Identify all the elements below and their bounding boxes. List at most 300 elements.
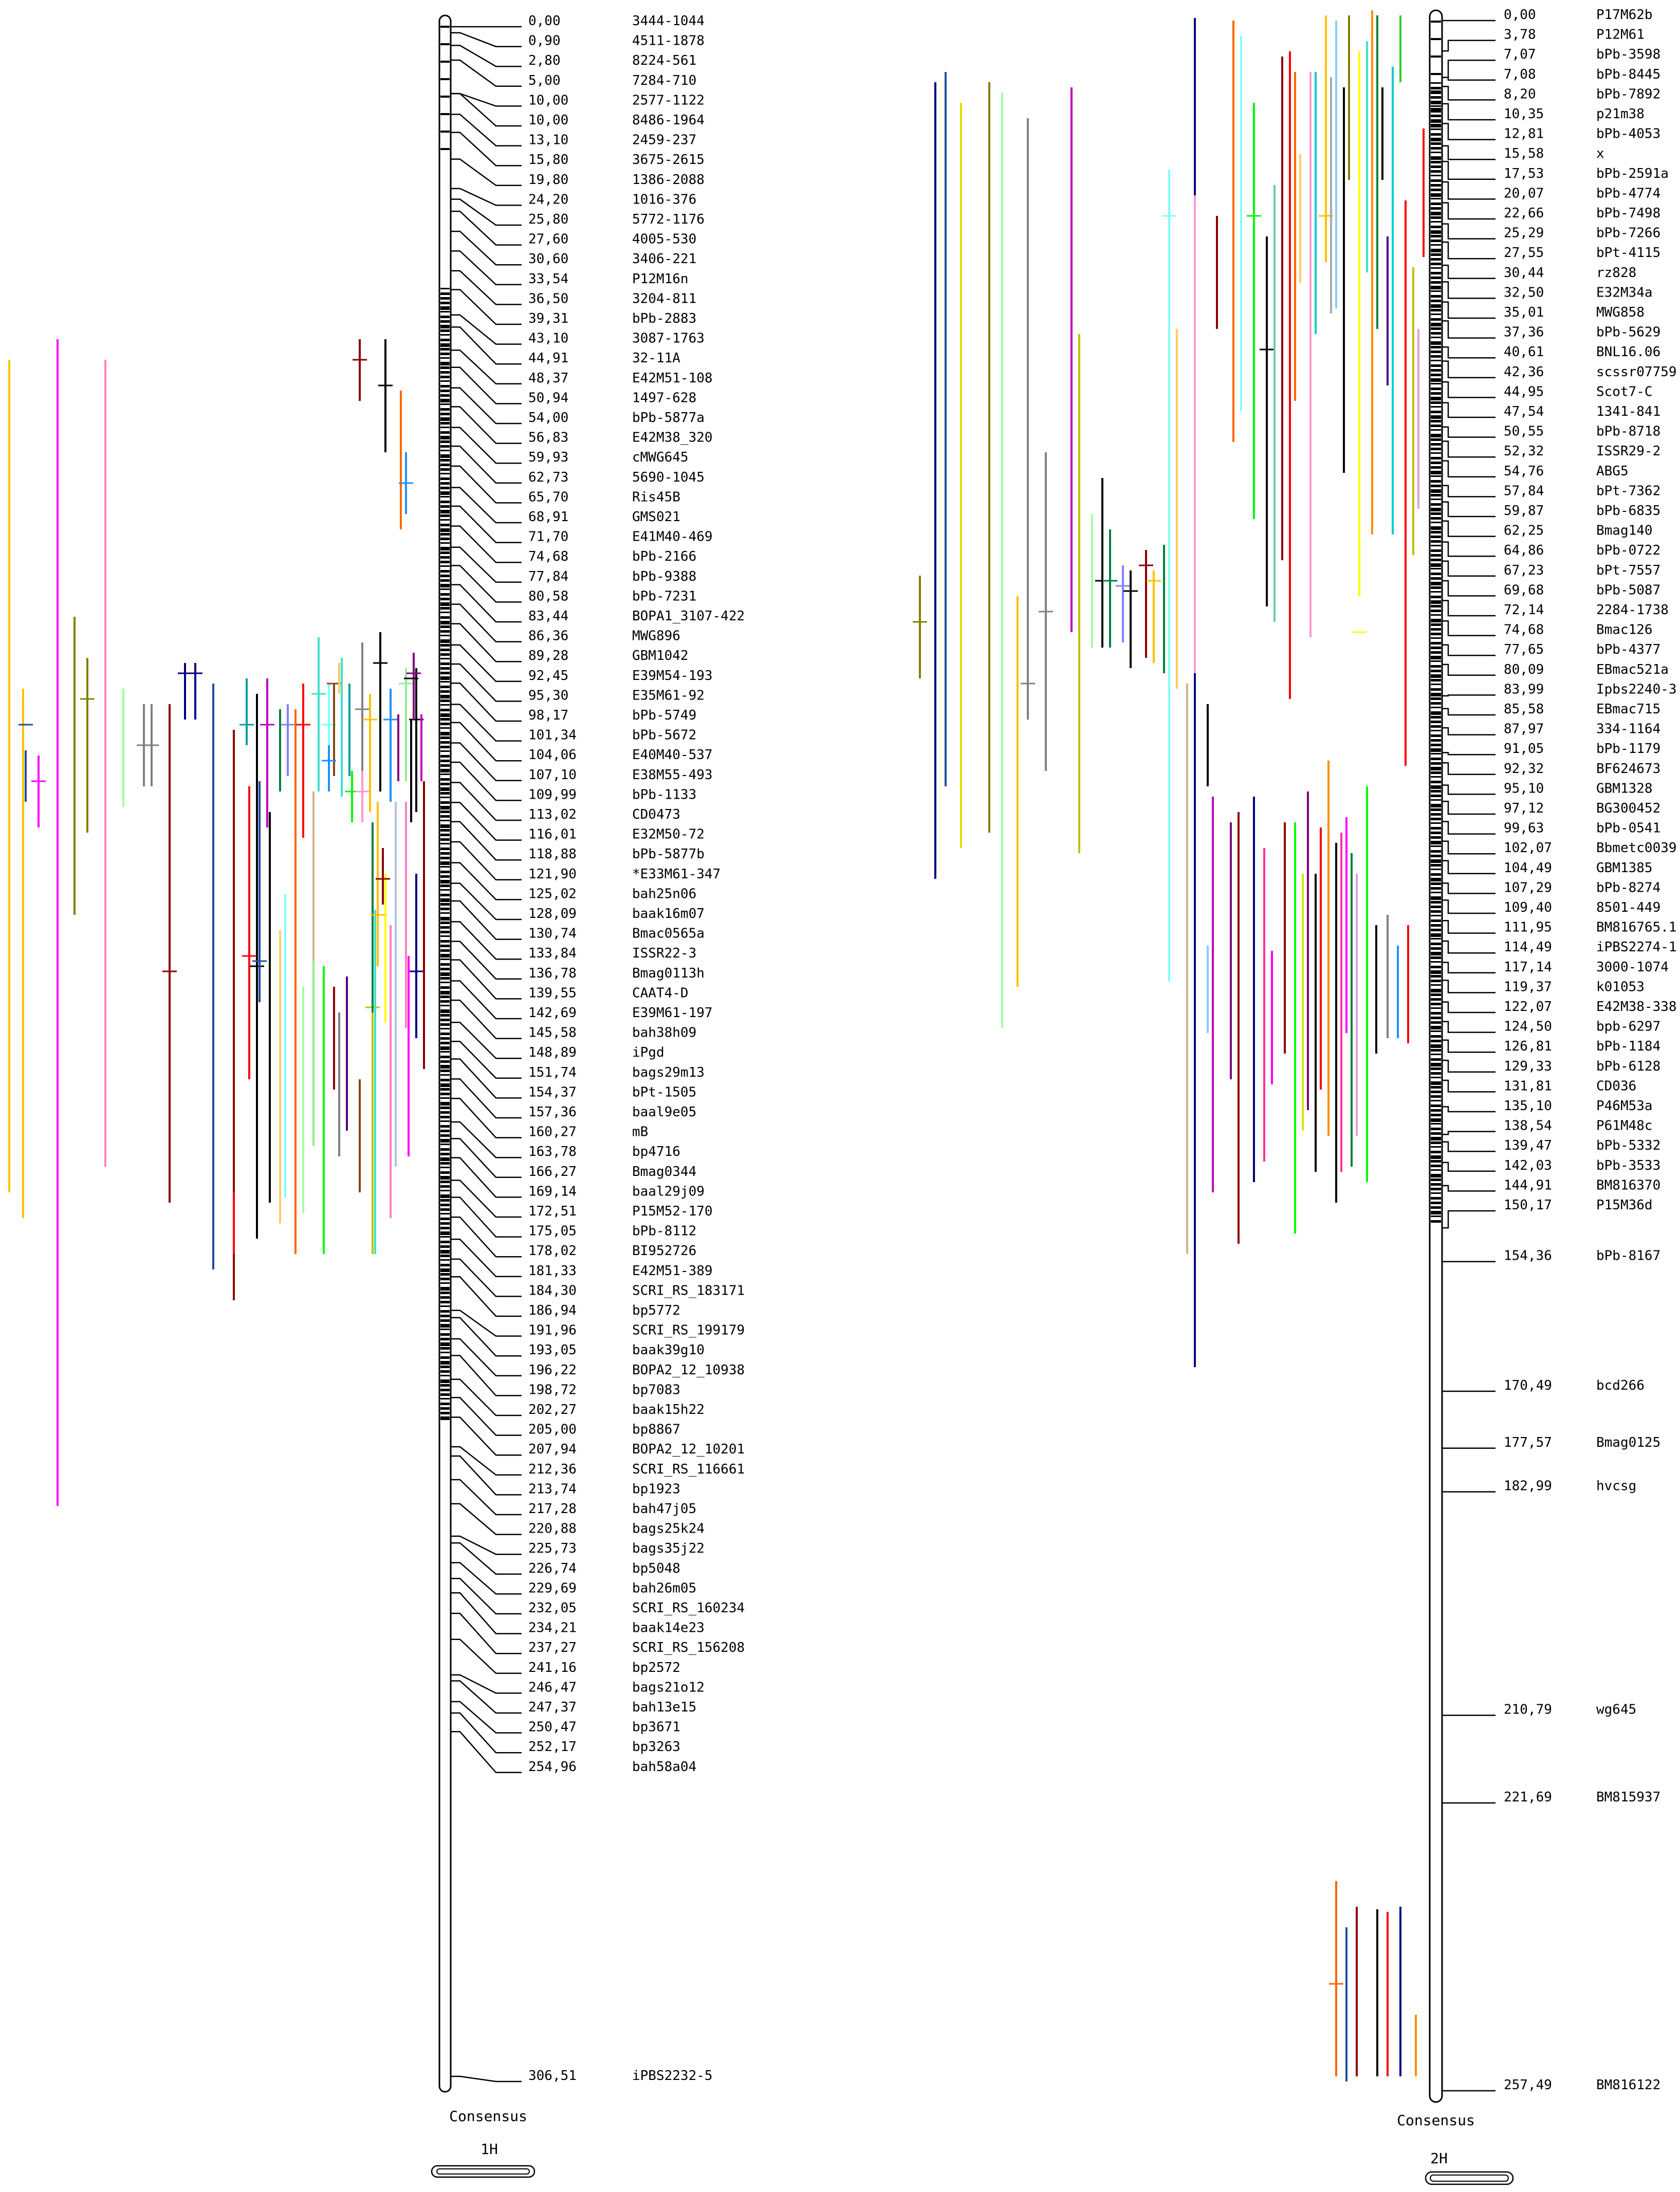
chromosome-label-2h: 2H: [1430, 2150, 1448, 2167]
chromosome-band: [440, 857, 450, 859]
chromosome-band: [1431, 688, 1441, 691]
chromosome-band: [1431, 226, 1441, 228]
marker-position: 91,05: [1504, 741, 1544, 757]
chromosome-band: [1431, 744, 1441, 746]
marker-position: 163,78: [528, 1144, 577, 1160]
chromosome-band: [1431, 82, 1441, 84]
marker-connector: [451, 624, 522, 662]
chromosome-band: [1431, 360, 1441, 361]
chromosome-band: [440, 1097, 450, 1099]
chromosome-band: [440, 514, 450, 517]
chromosome-band: [440, 797, 450, 798]
marker-position: 166,27: [528, 1164, 577, 1180]
chromosome-band: [1431, 549, 1441, 552]
marker-name: E39M54-193: [632, 668, 713, 684]
chromosome-band: [440, 1319, 450, 1322]
chromosome-band: [1431, 1049, 1441, 1052]
chromosome-band: [1431, 1174, 1441, 1177]
chromosome-band: [440, 769, 450, 772]
marker-name: bp5772: [632, 1303, 680, 1318]
chromosome-1h-markers: [451, 13, 745, 2084]
marker-name: bPb-8445: [1596, 66, 1661, 82]
chromosome-band: [1431, 392, 1441, 395]
marker-name: E41M40-469: [632, 529, 713, 545]
chromosome-band: [1431, 975, 1441, 978]
marker-position: 252,17: [528, 1739, 577, 1755]
marker-connector: [1442, 224, 1496, 239]
marker-connector: [1442, 1211, 1496, 1228]
marker-connector: [1442, 502, 1496, 517]
chromosome-band: [1431, 434, 1441, 437]
chromosome-band: [1431, 887, 1441, 890]
marker-position: 118,88: [528, 846, 577, 862]
chromosome-band: [440, 570, 450, 573]
chromosome-band: [440, 454, 450, 458]
marker-connector: [451, 1702, 522, 1733]
chromosome-band: [1431, 346, 1441, 348]
chromosome-band: [440, 1366, 450, 1368]
chromosome-1h-scroll-thumb[interactable]: [437, 2169, 529, 2174]
marker-connector: [451, 664, 522, 701]
marker-position: 220,88: [528, 1521, 577, 1537]
chromosome-band: [1431, 415, 1441, 419]
chromosome-band: [440, 551, 450, 554]
chromosome-band: [440, 366, 450, 369]
chromosome-2h-bar: [1430, 10, 1442, 2102]
marker-name: bags29m13: [632, 1064, 705, 1080]
chromosome-band: [440, 1324, 450, 1328]
chromosome-band: [1431, 457, 1441, 459]
chromosome-band: [440, 422, 450, 425]
chromosome-band: [1431, 1063, 1441, 1066]
chromosome-band: [1431, 725, 1441, 728]
marker-name: bPb-5749: [632, 708, 697, 723]
chromosome-band: [440, 482, 450, 485]
marker-position: 98,17: [528, 708, 569, 723]
chromosome-band: [1431, 1155, 1441, 1159]
chromosome-band: [440, 1356, 450, 1359]
marker-position: 104,06: [528, 747, 577, 763]
chromosome-band: [440, 288, 450, 289]
chromosome-band: [440, 602, 450, 606]
marker-name: Bmag0113h: [632, 965, 705, 981]
chromosome-band: [440, 427, 450, 428]
chromosome-band: [440, 1333, 450, 1336]
chromosome-band: [1431, 221, 1441, 223]
marker-connector: [1442, 665, 1496, 675]
chromosome-band: [1431, 795, 1441, 797]
chromosome-band: [440, 649, 450, 651]
chromosome-band: [1431, 660, 1441, 662]
marker-name: Bmac0565a: [632, 926, 705, 942]
chromosome-band: [440, 695, 450, 698]
marker-name: bags35j22: [632, 1541, 705, 1557]
marker-connector: [451, 2076, 522, 2082]
chromosome-band: [1431, 1067, 1441, 1070]
marker-position: 102,07: [1504, 840, 1552, 856]
marker-connector: [1442, 302, 1496, 318]
chromosome-band: [1431, 799, 1441, 801]
marker-name: bPb-6128: [1596, 1058, 1661, 1074]
marker-name: bah58a04: [632, 1759, 697, 1775]
marker-connector: [451, 1417, 522, 1456]
chromosome-band: [440, 1292, 450, 1294]
chromosome-band: [1431, 277, 1441, 279]
marker-position: 30,44: [1504, 265, 1544, 281]
marker-connector: [451, 114, 522, 145]
marker-name: 4511-1878: [632, 33, 705, 49]
marker-position: 56,83: [528, 430, 569, 446]
marker-name: Ris45B: [632, 489, 680, 505]
chromosome-band: [440, 1296, 450, 1299]
chromosome-band: [440, 1370, 450, 1373]
marker-name: bPb-5877a: [632, 410, 705, 426]
chromosome-band: [1431, 906, 1441, 908]
chromosome-band: [1431, 420, 1441, 422]
marker-name: 5772-1176: [632, 212, 705, 227]
marker-position: 7,07: [1504, 47, 1536, 63]
chromosome-band: [1431, 425, 1441, 427]
marker-connector: [1442, 86, 1496, 100]
marker-connector: [451, 863, 522, 900]
marker-connector: [1442, 382, 1496, 397]
marker-connector: [1442, 521, 1496, 537]
marker-position: 68,91: [528, 509, 569, 525]
chromosome-band: [1431, 600, 1441, 604]
marker-connector: [451, 1640, 522, 1673]
chromosome-band: [440, 556, 450, 559]
marker-position: 139,47: [1504, 1138, 1552, 1154]
marker-name: P15M36d: [1596, 1198, 1653, 1213]
marker-name: bPb-6835: [1596, 503, 1661, 519]
marker-position: 246,47: [528, 1680, 577, 1696]
chromosome-band: [1431, 596, 1441, 598]
chromosome-band: [440, 686, 450, 688]
marker-name: hvcsg: [1596, 1478, 1637, 1494]
chromosome-band: [1431, 281, 1441, 284]
marker-name: *E33M61-347: [632, 866, 721, 882]
marker-connector: [1442, 883, 1496, 893]
marker-position: 36,50: [528, 291, 569, 307]
chromosome-band: [1431, 610, 1441, 612]
chromosome-band: [440, 1014, 450, 1017]
chromosome-band: [1431, 1192, 1441, 1194]
marker-position: 25,80: [528, 212, 569, 227]
chromosome-band: [1431, 947, 1441, 950]
chromosome-band: [1431, 369, 1441, 372]
marker-connector: [1442, 202, 1496, 219]
marker-connector: [1442, 542, 1496, 557]
chromosome-band: [1431, 545, 1441, 546]
marker-position: 12,81: [1504, 126, 1544, 142]
chromosome-label-1h: 1H: [481, 2141, 498, 2158]
marker-connector: [1442, 161, 1496, 179]
marker-name: BG300452: [1596, 801, 1661, 816]
chromosome-band: [440, 1278, 450, 1280]
chromosome-band: [1431, 1054, 1441, 1055]
marker-position: 250,47: [528, 1719, 577, 1735]
marker-position: 122,07: [1504, 999, 1552, 1015]
marker-name: P46M53a: [1596, 1098, 1653, 1114]
marker-name: bPb-2166: [632, 549, 697, 565]
chromosome-band: [1431, 1146, 1441, 1148]
marker-position: 129,33: [1504, 1058, 1552, 1074]
chromosome-band: [440, 912, 450, 914]
marker-name: bah26m05: [632, 1580, 697, 1596]
marker-name: p21m38: [1596, 106, 1645, 122]
chromosome-band: [440, 61, 450, 63]
chromosome-band: [1431, 101, 1441, 104]
chromosome-band: [440, 1060, 450, 1063]
marker-connector: [1442, 78, 1496, 80]
marker-name: E32M50-72: [632, 826, 705, 842]
marker-name: iPgd: [632, 1045, 664, 1061]
marker-name: bPb-8167: [1596, 1248, 1661, 1264]
marker-connector: [1442, 920, 1496, 933]
marker-name: GBM1328: [1596, 781, 1653, 797]
marker-connector: [1442, 1080, 1496, 1092]
chromosome-band: [440, 579, 450, 582]
marker-name: E32M34a: [1596, 285, 1653, 301]
chromosome-band: [1431, 808, 1441, 811]
chromosome-band: [1431, 721, 1441, 723]
marker-position: 151,74: [528, 1064, 577, 1080]
chromosome-band: [1431, 485, 1441, 487]
chromosome-band: [440, 848, 450, 850]
chromosome-band: [1431, 125, 1441, 127]
marker-position: 144,91: [1504, 1177, 1552, 1193]
chromosome-band: [440, 533, 450, 536]
marker-position: 154,37: [528, 1084, 577, 1100]
chromosome-2h-scroll-thumb[interactable]: [1430, 2175, 1508, 2181]
marker-connector: [1442, 461, 1496, 477]
marker-name: GMS021: [632, 509, 680, 525]
marker-connector: [1442, 347, 1496, 358]
chromosome-band: [1431, 633, 1441, 635]
marker-connector: [1442, 1107, 1496, 1112]
chromosome-band: [440, 959, 450, 960]
chromosome-band: [1431, 762, 1441, 765]
marker-position: 89,28: [528, 648, 569, 664]
chromosome-band: [1431, 314, 1441, 315]
chromosome-band: [440, 1375, 450, 1376]
chromosome-2h-markers: [1442, 7, 1677, 2093]
chromosome-band: [1431, 586, 1441, 589]
chromosome-band: [440, 399, 450, 402]
marker-connector: [451, 565, 522, 602]
marker-connector: [1442, 441, 1496, 457]
marker-name: P12M61: [1596, 27, 1645, 43]
chromosome-band: [440, 931, 450, 933]
chromosome-band: [1431, 980, 1441, 982]
chromosome-band: [1431, 448, 1441, 450]
chromosome-band: [1431, 748, 1441, 752]
chromosome-band: [440, 440, 450, 443]
marker-position: 175,05: [528, 1223, 577, 1239]
marker-position: 32,50: [1504, 285, 1544, 301]
chromosome-band: [440, 801, 450, 804]
chromosome-band: [440, 672, 450, 674]
chromosome-band: [440, 723, 450, 725]
marker-connector: [1442, 182, 1496, 199]
marker-position: 20,07: [1504, 186, 1544, 201]
chromosome-band: [440, 1268, 450, 1272]
marker-position: 10,00: [528, 113, 569, 128]
chromosome-band: [1431, 110, 1441, 113]
marker-position: 47,54: [1504, 404, 1544, 419]
chromosome-band: [1431, 462, 1441, 464]
marker-name: Bmag0344: [632, 1164, 697, 1180]
chromosome-band: [1431, 452, 1441, 454]
marker-name: rz828: [1596, 265, 1637, 281]
chromosome-band: [1431, 1007, 1441, 1009]
marker-name: BM816765.1: [1596, 919, 1677, 935]
chromosome-band: [1431, 956, 1441, 959]
chromosome-band: [1431, 771, 1441, 774]
marker-position: 35,01: [1504, 305, 1544, 320]
chromosome-band: [1431, 1178, 1441, 1181]
marker-position: 99,63: [1504, 820, 1544, 836]
chromosome-band: [440, 949, 450, 952]
chromosome-band: [440, 815, 450, 818]
chromosome-band: [1431, 531, 1441, 533]
marker-position: 92,32: [1504, 761, 1544, 777]
marker-name: k01053: [1596, 979, 1645, 995]
chromosome-band: [1431, 573, 1441, 575]
chromosome-band: [440, 1125, 450, 1128]
chromosome-band: [1431, 38, 1441, 40]
chromosome-band: [1431, 767, 1441, 770]
marker-name: wg645: [1596, 1702, 1637, 1718]
marker-connector: [1442, 581, 1496, 596]
chromosome-band: [440, 1379, 450, 1383]
marker-position: 8,20: [1504, 86, 1536, 102]
marker-position: 178,02: [528, 1243, 577, 1259]
marker-connector: [1442, 1002, 1496, 1012]
chromosome-band: [1431, 258, 1441, 261]
marker-position: 191,96: [528, 1322, 577, 1338]
marker-position: 3,78: [1504, 27, 1536, 43]
chromosome-band: [440, 630, 450, 633]
chromosome-band: [1431, 702, 1441, 705]
chromosome-band: [440, 1208, 450, 1211]
marker-name: ISSR29-2: [1596, 444, 1661, 459]
chromosome-band: [440, 445, 450, 448]
chromosome-band: [1431, 295, 1441, 298]
chromosome-band: [440, 131, 450, 133]
chromosome-band: [1431, 1197, 1441, 1200]
chromosome-band: [440, 991, 450, 994]
marker-connector: [451, 526, 522, 563]
chromosome-band: [440, 1255, 450, 1257]
marker-connector: [451, 1311, 522, 1336]
marker-connector: [451, 683, 522, 721]
marker-name: ABG5: [1596, 463, 1629, 479]
consensus-caption-1h: Consensus: [449, 2108, 527, 2125]
chromosome-band: [440, 78, 450, 80]
chromosome-band: [440, 1259, 450, 1261]
chromosome-band: [1431, 929, 1441, 931]
chromosome-band: [440, 741, 450, 744]
marker-connector: [451, 367, 522, 404]
marker-name: x: [1596, 146, 1604, 162]
chromosome-band: [440, 718, 450, 721]
chromosome-band: [1431, 790, 1441, 793]
chromosome-band: [440, 390, 450, 392]
chromosome-band: [1431, 337, 1441, 338]
marker-name: bp1923: [632, 1481, 680, 1497]
chromosome-band: [1431, 355, 1441, 358]
marker-position: 170,49: [1504, 1378, 1552, 1394]
chromosome-band: [440, 413, 450, 415]
marker-name: bPb-3533: [1596, 1157, 1661, 1173]
chromosome-band: [440, 963, 450, 966]
marker-name: P15M52-170: [632, 1204, 713, 1219]
marker-position: 44,95: [1504, 384, 1544, 400]
marker-position: 234,21: [528, 1620, 577, 1636]
chromosome-band: [1431, 21, 1441, 23]
chromosome-band: [440, 885, 450, 887]
chromosome-band: [440, 764, 450, 767]
chromosome-band: [1431, 489, 1441, 493]
chromosome-band: [440, 1028, 450, 1029]
marker-position: 125,02: [528, 886, 577, 902]
chromosome-band: [440, 829, 450, 832]
chromosome-band: [440, 773, 450, 775]
chromosome-band: [440, 473, 450, 474]
marker-position: 138,54: [1504, 1118, 1552, 1134]
chromosome-band: [440, 732, 450, 735]
marker-name: bPb-4053: [1596, 126, 1661, 142]
marker-name: Bmag0125: [1596, 1434, 1661, 1450]
marker-connector: [1442, 861, 1496, 874]
chromosome-band: [440, 681, 450, 683]
marker-connector: [1442, 1132, 1496, 1135]
marker-name: BOPA1_3107-422: [632, 609, 745, 624]
marker-connector: [451, 1562, 522, 1594]
chromosome-band: [440, 616, 450, 619]
chromosome-band: [1431, 804, 1441, 807]
marker-position: 42,36: [1504, 364, 1544, 380]
chromosome-band: [440, 496, 450, 498]
chromosome-band: [1431, 156, 1441, 160]
marker-connector: [1442, 486, 1496, 497]
marker-name: bPb-5087: [1596, 582, 1661, 598]
marker-name: E35M61-92: [632, 688, 705, 704]
marker-name: ISSR22-3: [632, 946, 697, 962]
chromosome-band: [1431, 152, 1441, 153]
marker-connector: [1442, 962, 1496, 972]
marker-connector: [451, 1675, 522, 1693]
chromosome-band: [440, 510, 450, 513]
marker-connector: [1442, 841, 1496, 854]
chromosome-band: [1431, 212, 1441, 215]
marker-position: 254,96: [528, 1759, 577, 1775]
chromosome-band: [1431, 554, 1441, 557]
chromosome-band: [440, 1329, 450, 1330]
marker-name: CD0473: [632, 807, 680, 822]
chromosome-band: [440, 658, 450, 659]
chromosome-band: [440, 1361, 450, 1365]
chromosome-band: [440, 898, 450, 902]
marker-connector: [1442, 980, 1496, 992]
chromosome-band: [1431, 494, 1441, 496]
chromosome-band: [440, 843, 450, 844]
marker-connector: [451, 1536, 522, 1554]
chromosome-band: [1431, 249, 1441, 252]
marker-name: bPb-7498: [1596, 206, 1661, 221]
marker-name: 3087-1763: [632, 330, 705, 346]
